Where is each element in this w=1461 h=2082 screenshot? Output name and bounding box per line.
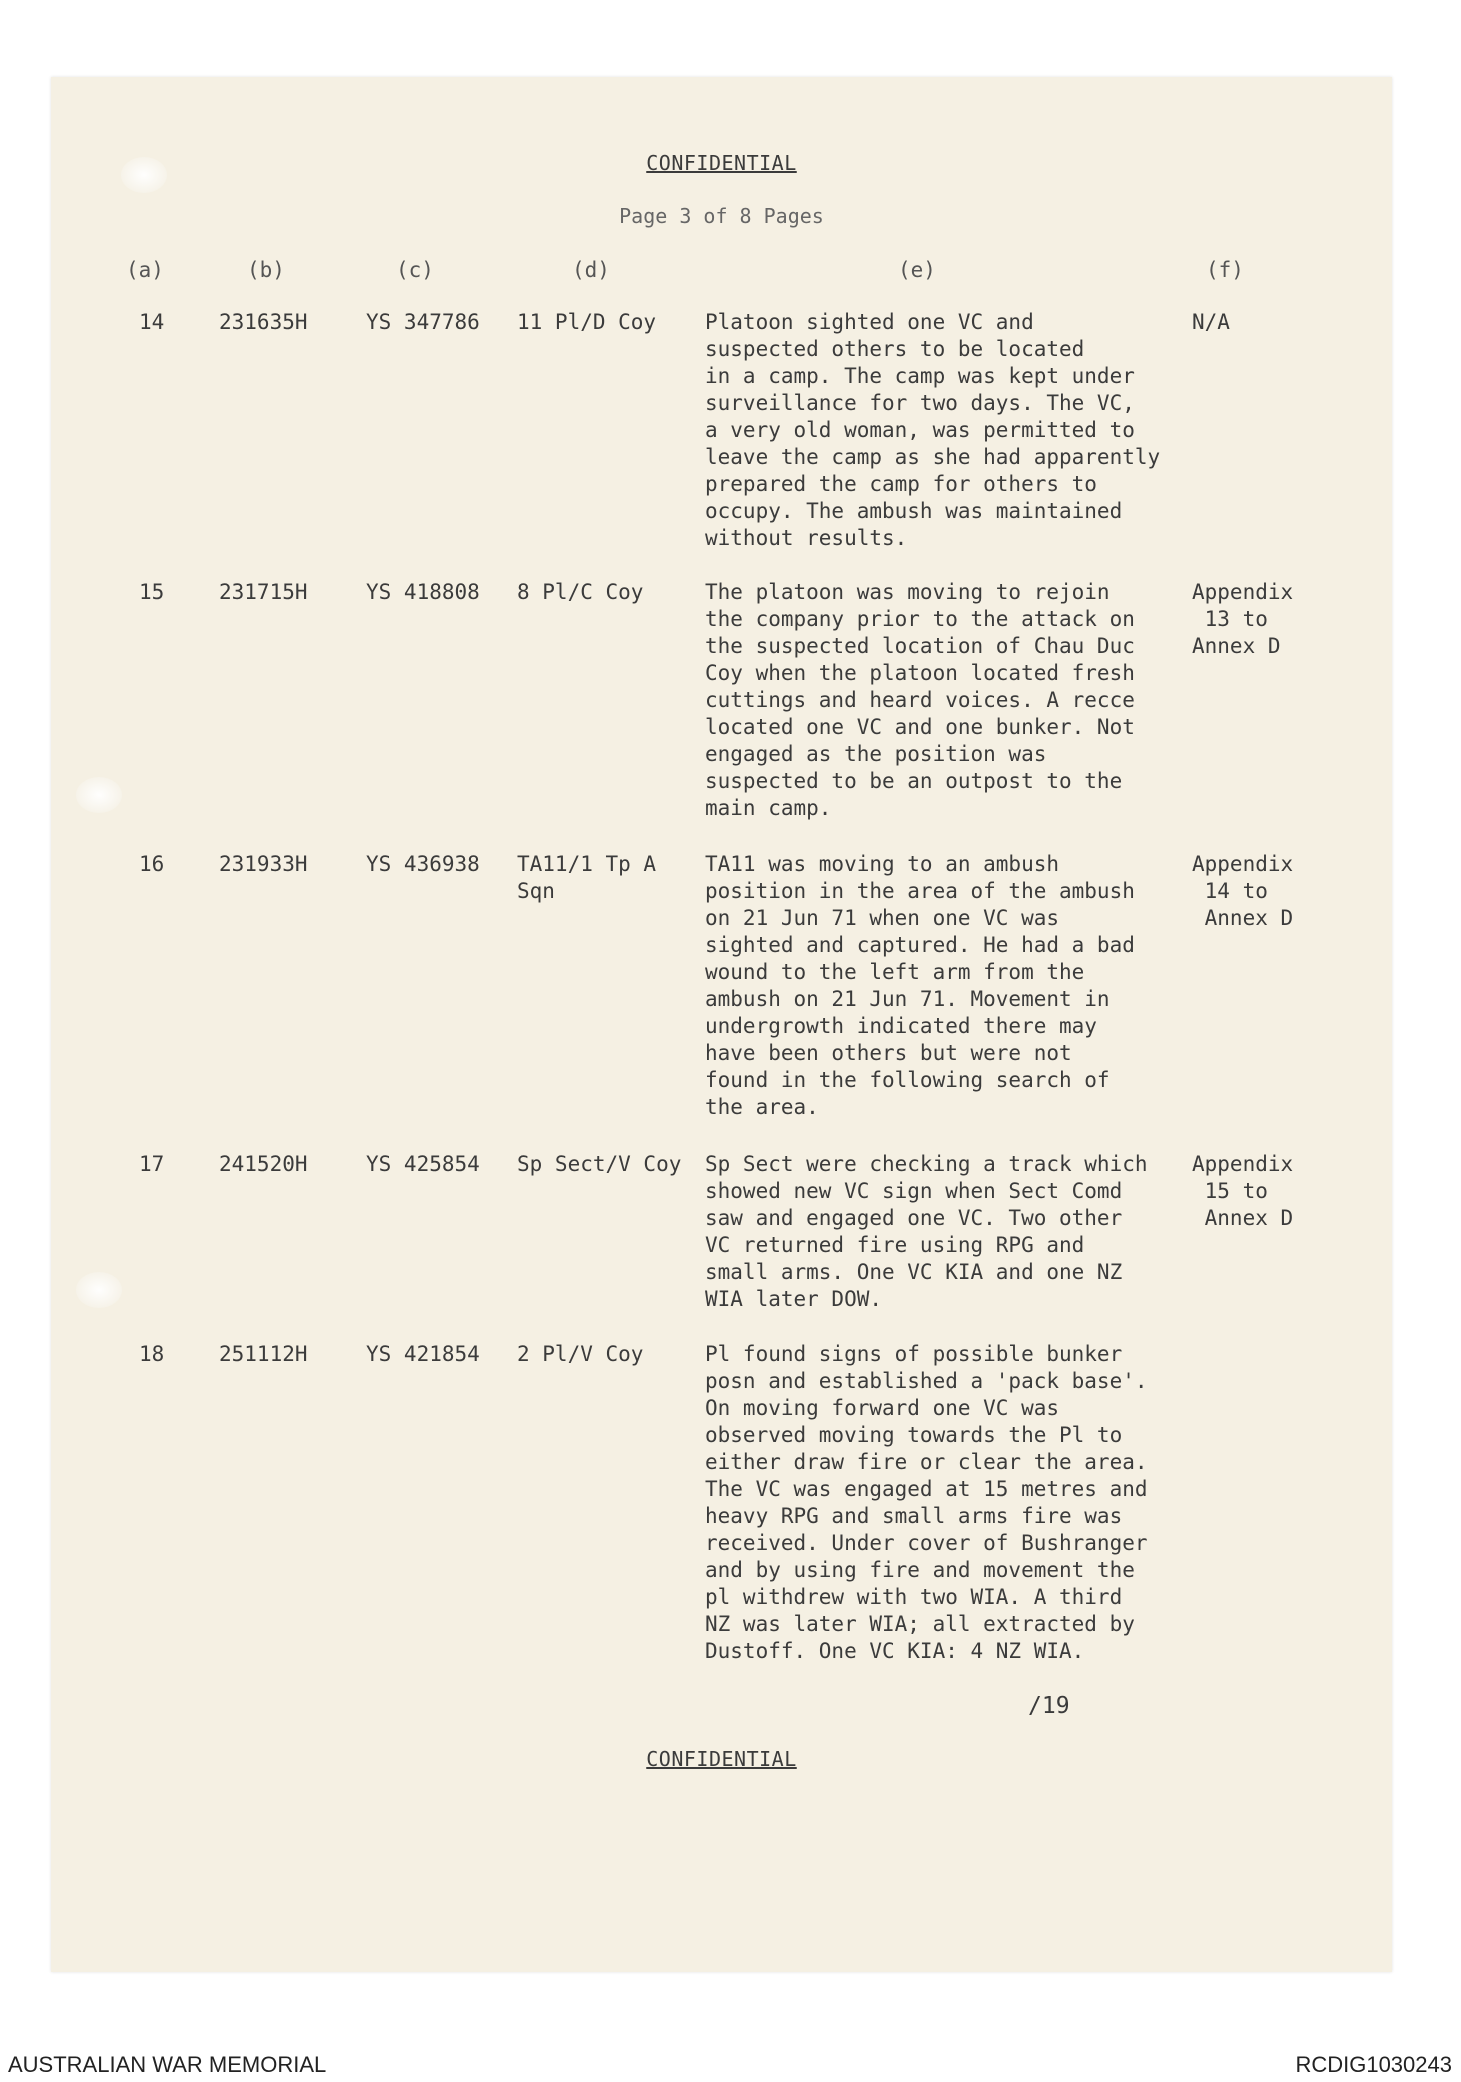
cell-e-line: saw and engaged one VC. Two other [705,1206,1123,1230]
cell-f-line: N/A [1192,310,1230,334]
cell-f [1192,1151,1293,1232]
cell-c: YS 418808 [366,580,480,604]
cell-e-line: cuttings and heard voices. A recce [705,688,1135,712]
column-header-b: (b) [247,258,285,282]
cell-e-line: suspected others to be located [705,337,1085,361]
cell-f-line: 14 to [1192,879,1268,903]
cell-d [517,579,643,606]
cell-e-line: WIA later DOW. [705,1287,883,1311]
cell-e-line: wound to the left arm from the [705,960,1085,984]
cell-d-line: 2 Pl/V Coy [517,1342,644,1366]
cell-b: 231933H [219,852,308,876]
document-page [51,77,1392,1972]
cell-e-line: pl withdrew with two WIA. A third [705,1585,1123,1609]
cell-e-line: either draw fire or clear the area. [705,1450,1148,1474]
page-indicator: Page 3 of 8 Pages [619,204,824,228]
cell-e [705,579,1135,822]
cell-e-line: small arms. One VC KIA and one NZ [705,1260,1123,1284]
cell-e-line: Coy when the platoon located fresh [705,661,1135,685]
cell-f-line: Appendix [1192,1152,1294,1176]
column-header-c: (c) [396,258,434,282]
cell-e [705,1151,1148,1313]
cell-e-line: on 21 Jun 71 when one VC was [705,906,1060,930]
cell-a: 17 [139,1152,165,1176]
cell-e-line: Dustoff. One VC KIA: 4 NZ WIA. [705,1639,1085,1663]
cell-e-line: located one VC and one bunker. Not [705,715,1135,739]
cell-e-line: On moving forward one VC was [705,1396,1060,1420]
cell-e-line: and by using fire and movement the [705,1558,1135,1582]
cell-c: YS 347786 [366,310,480,334]
cell-e-line: leave the camp as she had apparently [705,445,1161,469]
cell-d [517,1151,681,1178]
cell-e-line: The VC was engaged at 15 metres and [705,1477,1148,1501]
cell-a: 15 [139,580,165,604]
cell-e [705,309,1160,552]
cell-b: 251112H [219,1342,308,1366]
cell-e-line: position in the area of the ambush [705,879,1135,903]
cell-f-line: Appendix [1192,580,1294,604]
cell-f-line: Annex D [1192,634,1281,658]
cell-e-line: have been others but were not [705,1041,1072,1065]
cell-e-line: prepared the camp for others to [705,472,1097,496]
cell-e [705,851,1135,1121]
cell-c: YS 425854 [366,1152,480,1176]
cell-e-line: ambush on 21 Jun 71. Movement in [705,987,1110,1011]
column-header-a: (a) [126,258,164,282]
cell-e-line: occupy. The ambush was maintained [705,499,1123,523]
cell-d [517,1341,643,1368]
cell-e-line: observed moving towards the Pl to [705,1423,1123,1447]
cell-f [1192,579,1293,660]
cell-e-line: Platoon sighted one VC and [705,310,1034,334]
cell-e-line: engaged as the position was [705,742,1047,766]
cell-e-line: NZ was later WIA; all extracted by [705,1612,1135,1636]
cell-e-line: Sp Sect were checking a track which [705,1152,1148,1176]
cell-d [517,309,656,336]
column-header-f: (f) [1206,258,1244,282]
cell-f [1192,851,1293,932]
cell-d-line: TA11/1 Tp A [517,852,657,876]
cell-b: 241520H [219,1152,308,1176]
cell-f-line: Annex D [1192,906,1294,930]
cell-e-line: showed new VC sign when Sect Comd [705,1179,1123,1203]
cell-e-line: suspected to be an outpost to the [705,769,1123,793]
cell-d-line: Sqn [517,879,555,903]
cell-e-line: VC returned fire using RPG and [705,1233,1085,1257]
cell-f-line: Annex D [1192,1206,1294,1230]
cell-e-line: heavy RPG and small arms fire was [705,1504,1123,1528]
cell-c: YS 436938 [366,852,480,876]
cell-e-line: main camp. [705,796,832,820]
column-header-d: (d) [572,258,610,282]
cell-d [517,851,656,905]
cell-c: YS 421854 [366,1342,480,1366]
continuation-marker: /19 [1028,1693,1070,1719]
cell-e-line: posn and established a 'pack base'. [705,1369,1148,1393]
cell-f-line: Appendix [1192,852,1294,876]
cell-e-line: found in the following search of [705,1068,1110,1092]
cell-e-line: in a camp. The camp was kept under [705,364,1135,388]
cell-a: 18 [139,1342,165,1366]
cell-e-line: Pl found signs of possible bunker [705,1342,1123,1366]
cell-e-line: sighted and captured. He had a bad [705,933,1135,957]
embossed-seal-mark [76,1272,122,1308]
cell-b: 231715H [219,580,308,604]
archive-source-label: AUSTRALIAN WAR MEMORIAL [8,2052,327,2077]
cell-a: 16 [139,852,165,876]
cell-f [1192,309,1230,336]
cell-e [705,1341,1148,1665]
column-header-e: (e) [898,258,936,282]
cell-d-line: 11 Pl/D Coy [517,310,657,334]
cell-e-line: without results. [705,526,908,550]
cell-e-line: received. Under cover of Bushranger [705,1531,1148,1555]
archive-reference-id: RCDIG1030243 [1295,2052,1452,2077]
cell-e-line: The platoon was moving to rejoin [705,580,1110,604]
embossed-seal-mark [76,777,122,813]
cell-e-line: TA11 was moving to an ambush [705,852,1060,876]
cell-a: 14 [139,310,165,334]
cell-f-line: 13 to [1192,607,1268,631]
cell-d-line: Sp Sect/V Coy [517,1152,682,1176]
cell-e-line: surveillance for two days. The VC, [705,391,1135,415]
classification-header: CONFIDENTIAL [646,151,797,175]
classification-footer: CONFIDENTIAL [646,1747,797,1771]
cell-f-line: 15 to [1192,1179,1268,1203]
cell-e-line: undergrowth indicated there may [705,1014,1097,1038]
cell-e-line: the suspected location of Chau Duc [705,634,1135,658]
cell-b: 231635H [219,310,308,334]
cell-e-line: the company prior to the attack on [705,607,1135,631]
cell-e-line: a very old woman, was permitted to [705,418,1135,442]
cell-e-line: the area. [705,1095,819,1119]
cell-d-line: 8 Pl/C Coy [517,580,644,604]
